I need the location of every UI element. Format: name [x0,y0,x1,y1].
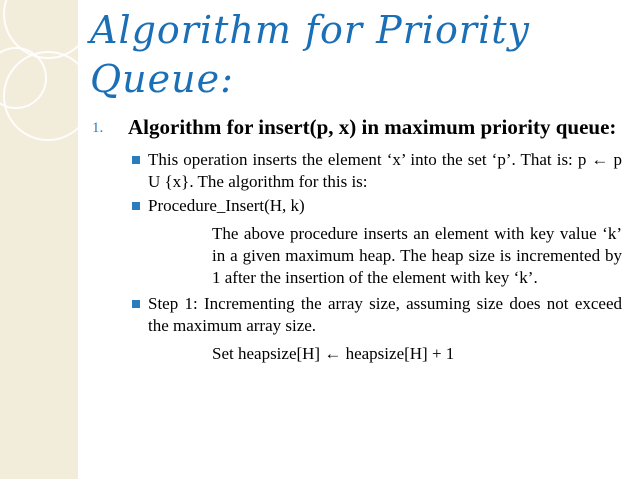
square-bullet-icon [132,202,140,210]
numbered-item [92,114,622,365]
square-bullet-icon [132,300,140,308]
bullet-list [128,149,622,365]
bullet-text: Procedure_Insert(H, k) [148,196,305,215]
slide-content [92,114,622,365]
bullet-item [128,195,622,217]
bullet-item [128,149,622,193]
slide-title: Algorithm for Priority Queue: [90,8,530,101]
left-decorative-band [0,0,78,479]
bullet-text: This operation inserts the element ‘x’ into the set ‘p’. That is: p ← p U {x}. The algorithm for this is: [148,150,622,191]
indented-paragraph: The above procedure inserts an element with key value ‘k’ in a given maximum heap. The heap size is incremented by 1 after the insertion of the element with key ‘k’. [212,224,622,287]
item-number: 1. [92,120,104,136]
bullet-text: Step 1: Incrementing the array size, assuming size does not exceed the maximum array size. [148,294,622,335]
decorative-circles [0,0,78,479]
item-heading: Algorithm for insert(p, x) in maximum priority queue: [128,115,617,139]
square-bullet-icon [132,156,140,164]
bullet-item [128,293,622,337]
indented-statement: Set heapsize[H] ← heapsize[H] + 1 [212,344,455,363]
